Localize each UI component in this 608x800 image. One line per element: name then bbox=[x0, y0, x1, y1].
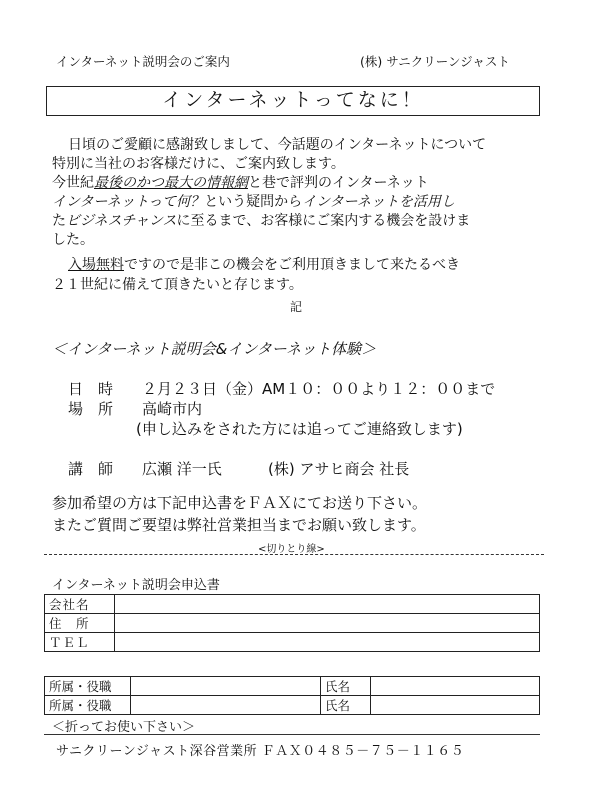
intro-line-6: した。 bbox=[52, 232, 94, 248]
closing-line-1: 参加希望の方は下記申込書をＦＡＸにてお送り下さい。 bbox=[52, 494, 428, 512]
closing-line-2: またご質問ご要望は弊社営業担当までお願い致します。 bbox=[52, 516, 426, 534]
intro-line-3c: と巷で評判のインターネット bbox=[248, 175, 429, 191]
intro-line-5a: た bbox=[52, 213, 66, 229]
intro-line-8: ２１世紀に備えて頂きたいと存じます。 bbox=[52, 277, 303, 293]
contact-table bbox=[44, 594, 540, 652]
company-field[interactable] bbox=[115, 595, 540, 614]
lecturer-label: 講 師 bbox=[68, 460, 114, 478]
intro-line-7b: ですので是非この機会をご利用頂きまして来たるべき bbox=[124, 257, 460, 273]
name-field[interactable] bbox=[371, 677, 540, 696]
place-value: 高崎市内 bbox=[142, 400, 203, 418]
intro-line-5 bbox=[52, 212, 470, 231]
free-admission: 入場無料 bbox=[68, 257, 124, 273]
position-field[interactable] bbox=[131, 696, 321, 715]
place-label: 場 所 bbox=[68, 400, 114, 418]
header-right: (株) サニクリーンジャスト bbox=[360, 54, 510, 69]
address-row bbox=[45, 614, 540, 633]
intro-line-4c: インターネットを活用し bbox=[302, 194, 455, 210]
intro-line-3 bbox=[52, 174, 429, 193]
intro-line-4a: インターネットって何？ bbox=[52, 194, 205, 210]
address-field[interactable] bbox=[115, 614, 540, 633]
name-field[interactable] bbox=[371, 696, 540, 715]
attendee-table bbox=[44, 676, 540, 715]
intro-line-5b: ビジネスチャンス bbox=[66, 213, 177, 229]
date-label: 日 時 bbox=[68, 380, 114, 398]
tel-field[interactable] bbox=[115, 633, 540, 652]
intro-line-4 bbox=[52, 193, 455, 212]
footer-rule bbox=[44, 734, 540, 735]
attendee-row bbox=[45, 696, 540, 715]
lecturer-name: 広瀬 洋一氏 bbox=[142, 460, 222, 478]
header-left: インターネット説明会のご案内 bbox=[56, 54, 230, 69]
intro-line-3b: 最後のかつ最大の情報網 bbox=[94, 175, 248, 191]
event-title: ＜インターネット説明会&インターネット体験＞ bbox=[52, 340, 376, 358]
company-label: 会社名 bbox=[45, 595, 115, 614]
cut-line-label: <切りとり線> bbox=[258, 544, 325, 555]
position-field[interactable] bbox=[131, 677, 321, 696]
company-row bbox=[45, 595, 540, 614]
intro-line-5c: に至るまで、お客様にご案内する機会を設けま bbox=[176, 213, 471, 229]
tel-label: ＴＥＬ bbox=[45, 633, 115, 652]
date-value: ２月２３日（金）AM１０：００より１２：００まで bbox=[142, 380, 496, 398]
fold-note: ＜折ってお使い下さい＞ bbox=[52, 720, 196, 735]
address-label: 住 所 bbox=[45, 614, 115, 633]
tel-row bbox=[45, 633, 540, 652]
ki-mark: 記 bbox=[290, 300, 303, 314]
intro-line-1: 日頃のご愛顧に感謝致しまして、今話題のインターネットについて bbox=[68, 137, 487, 153]
intro-line-7 bbox=[68, 256, 460, 275]
form-heading: インターネット説明会申込書 bbox=[52, 578, 220, 593]
lecturer-org: (株) アサヒ商会 社長 bbox=[268, 460, 410, 478]
position-label: 所属・役職 bbox=[45, 677, 131, 696]
name-label: 氏名 bbox=[321, 677, 371, 696]
intro-line-4b: という疑問から bbox=[204, 194, 303, 210]
intro-line-2: 特別に当社のお客様だけに、ご案内致します。 bbox=[52, 156, 345, 172]
cut-line bbox=[44, 554, 544, 555]
intro-line-3a: 今世紀 bbox=[52, 175, 94, 191]
name-label: 氏名 bbox=[321, 696, 371, 715]
place-note: (申し込みをされた方には追ってご連絡致します) bbox=[136, 420, 463, 438]
page-title: インターネットってなに！ bbox=[46, 86, 540, 116]
footer-fax: サニクリーンジャスト深谷営業所 ＦＡＸ０４８５－７５－１１６５ bbox=[56, 744, 465, 759]
position-label: 所属・役職 bbox=[45, 696, 131, 715]
attendee-row bbox=[45, 677, 540, 696]
